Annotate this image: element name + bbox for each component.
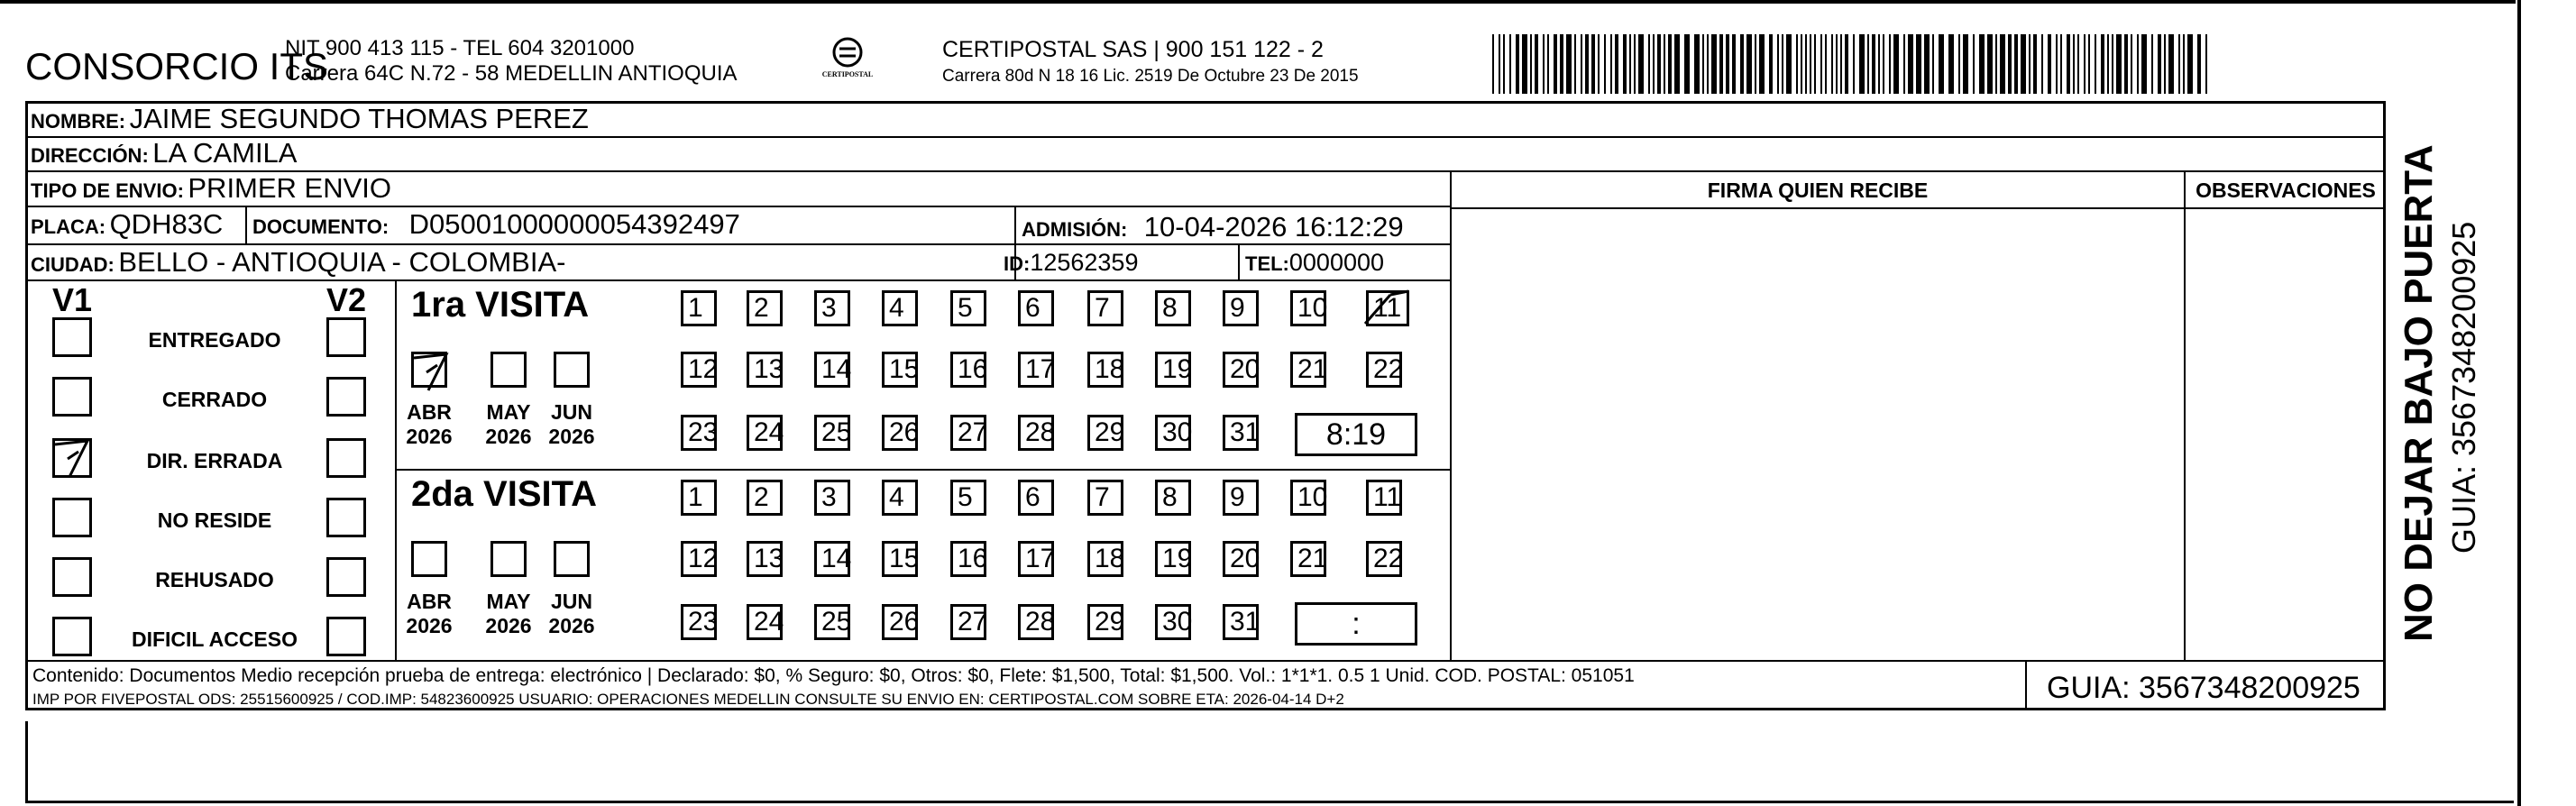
day-box[interactable]: 20 — [1223, 352, 1259, 388]
day-box[interactable]: 4 — [882, 290, 918, 326]
tipo-envio-label: TIPO DE ENVIO: — [31, 179, 184, 202]
status-label: NO RESIDE — [157, 508, 272, 532]
day-box[interactable]: 10 — [1290, 290, 1326, 326]
admision-value: 10-04-2026 16:12:29 — [1143, 211, 1404, 243]
company-info — [285, 36, 738, 87]
footer-divider — [25, 660, 2386, 662]
month-checkbox[interactable] — [554, 541, 590, 577]
barcode — [1492, 34, 2215, 94]
day-box[interactable]: 14 — [814, 541, 850, 577]
v1-label: V1 — [52, 281, 93, 318]
top-border — [0, 0, 2516, 4]
month-label — [477, 400, 540, 449]
status-label: REHUSADO — [155, 568, 274, 591]
placa-value: QDH83C — [109, 208, 224, 240]
month-year: 2026 — [548, 614, 595, 637]
status-v1-checkbox[interactable] — [52, 498, 92, 537]
nit-line: NIT 900 413 115 - TEL 604 3201000 — [285, 36, 635, 60]
month-name: ABR — [407, 590, 452, 613]
status-v2-checkbox[interactable] — [326, 557, 366, 597]
time-box[interactable]: 8:19 — [1295, 413, 1417, 456]
nombre-label: NOMBRE: — [31, 110, 126, 133]
visit-divider — [395, 469, 1450, 471]
day-box[interactable]: 9 — [1223, 290, 1259, 326]
day-box[interactable]: 2 — [747, 290, 783, 326]
footer-imp-line: IMP POR FIVEPOSTAL ODS: 25515600925 / COD.IMP: 54823600925 USUARIO: OPERACIONES MEDELLIN CONSULTE SU ENVIO EN: CERTIPOSTAL.COM SOBRE ETA: 2026-04-14 D+2 — [32, 691, 1344, 708]
month-year: 2026 — [406, 614, 453, 637]
left-stub-border — [25, 721, 28, 802]
observaciones-header: OBSERVACIONES — [2196, 179, 2376, 202]
placa-field — [31, 208, 223, 246]
month-year: 2026 — [485, 614, 532, 637]
certipostal-line1: CERTIPOSTAL SAS | 900 151 122 - 2 — [942, 37, 1324, 62]
time-box[interactable]: : — [1295, 602, 1417, 646]
direccion-row — [31, 137, 297, 175]
day-box[interactable]: 13 — [747, 541, 783, 577]
ciudad-label: CIUDAD: — [31, 253, 115, 276]
day-box[interactable]: 25 — [814, 604, 850, 640]
cell-divider — [1238, 243, 1240, 279]
status-divider — [395, 279, 397, 660]
day-box[interactable]: 3 — [814, 480, 850, 516]
nombre-row — [31, 103, 589, 141]
admision-label: ADMISIÓN: — [1022, 218, 1128, 241]
certipostal-line2: Carrera 80d N 18 16 Lic. 2519 De Octubre 23 De 2015 — [942, 67, 1359, 86]
day-box[interactable]: 2 — [747, 480, 783, 516]
day-box[interactable]: 12 — [681, 541, 717, 577]
status-v2-checkbox[interactable] — [326, 317, 366, 357]
status-v1-checkbox[interactable] — [52, 617, 92, 656]
direccion-value: LA CAMILA — [152, 137, 298, 169]
status-v1-checkbox[interactable] — [52, 377, 92, 417]
nombre-value: JAIME SEGUNDO THOMAS PEREZ — [129, 103, 589, 134]
month-label — [540, 590, 603, 638]
day-box[interactable]: 5 — [950, 480, 986, 516]
day-box[interactable]: 18 — [1087, 352, 1123, 388]
month-checkbox[interactable] — [411, 541, 447, 577]
id-value: 12562359 — [1030, 249, 1139, 276]
observaciones-area[interactable] — [2186, 209, 2386, 660]
footer-guia-divider — [2025, 660, 2027, 710]
documento-label: DOCUMENTO: — [252, 215, 390, 238]
day-box[interactable]: 4 — [882, 480, 918, 516]
id-label: ID: — [1004, 252, 1031, 275]
day-box[interactable]: 30 — [1155, 415, 1191, 451]
month-name: MAY — [486, 590, 531, 613]
firma-header: FIRMA QUIEN RECIBE — [1707, 179, 1929, 202]
month-checkbox[interactable] — [490, 541, 527, 577]
status-v2-checkbox[interactable] — [326, 438, 366, 478]
day-box[interactable]: 13 — [747, 352, 783, 388]
documento-value: D05001000000054392497 — [408, 208, 740, 240]
day-box[interactable]: 9 — [1223, 480, 1259, 516]
day-box[interactable]: 1 — [681, 480, 717, 516]
day-box[interactable]: 27 — [950, 415, 986, 451]
id-field — [1004, 246, 1138, 283]
day-box[interactable]: 26 — [882, 415, 918, 451]
day-box[interactable]: 28 — [1018, 415, 1054, 451]
admision-field — [1022, 211, 1404, 249]
month-year: 2026 — [406, 425, 453, 448]
side-guia: GUIA: 3567348200925 — [2445, 221, 2482, 554]
ciudad-row — [31, 246, 565, 284]
day-box[interactable]: 16 — [950, 541, 986, 577]
day-box[interactable]: 19 — [1155, 541, 1191, 577]
day-box[interactable]: 19 — [1155, 352, 1191, 388]
day-box[interactable]: 15 — [882, 541, 918, 577]
ciudad-value: BELLO - ANTIOQUIA - COLOMBIA- — [118, 246, 566, 278]
month-label — [398, 590, 461, 638]
status-v2-checkbox[interactable] — [326, 617, 366, 656]
month-label — [477, 590, 540, 638]
day-box[interactable]: 17 — [1018, 352, 1054, 388]
status-label: DIFICIL ACCESO — [131, 627, 298, 651]
footer-guia: GUIA: 3567348200925 — [2047, 671, 2361, 705]
month-year: 2026 — [548, 425, 595, 448]
day-box[interactable]: 20 — [1223, 541, 1259, 577]
status-v2-checkbox[interactable] — [326, 377, 366, 417]
day-box[interactable]: 11 — [1366, 290, 1409, 326]
month-checkbox[interactable] — [411, 352, 447, 388]
tipo-envio-value: PRIMER ENVIO — [188, 172, 392, 204]
day-box[interactable]: 6 — [1018, 290, 1054, 326]
v2-label: V2 — [326, 281, 367, 318]
status-label: DIR. ERRADA — [146, 449, 283, 472]
tipo-envio-row — [31, 172, 391, 210]
day-box[interactable]: 30 — [1155, 604, 1191, 640]
month-name: MAY — [486, 400, 531, 424]
direccion-label: DIRECCIÓN: — [31, 144, 149, 167]
no-dejar-bajo-puerta: NO DEJAR BAJO PUERTA — [2397, 144, 2441, 642]
day-box[interactable]: 28 — [1018, 604, 1054, 640]
first-visit-title: 1ra VISITA — [411, 285, 590, 325]
day-box[interactable]: 23 — [681, 415, 717, 451]
day-box[interactable]: 7 — [1087, 480, 1123, 516]
certipostal-info — [942, 36, 1359, 90]
bottom-border — [25, 801, 2514, 803]
day-box[interactable]: 8 — [1155, 480, 1191, 516]
day-box[interactable]: 22 — [1366, 541, 1402, 577]
day-box[interactable]: 26 — [882, 604, 918, 640]
day-box[interactable]: 17 — [1018, 541, 1054, 577]
month-name: ABR — [407, 400, 452, 424]
day-box[interactable]: 31 — [1223, 604, 1259, 640]
day-box[interactable]: 22 — [1366, 352, 1402, 388]
month-name: JUN — [550, 590, 592, 613]
month-year: 2026 — [485, 425, 532, 448]
day-box[interactable]: 8 — [1155, 290, 1191, 326]
day-box[interactable]: 25 — [814, 415, 850, 451]
signature-area[interactable] — [1452, 209, 2184, 660]
day-box[interactable]: 29 — [1087, 604, 1123, 640]
day-box[interactable]: 14 — [814, 352, 850, 388]
right-border — [2517, 0, 2521, 806]
day-box[interactable]: 16 — [950, 352, 986, 388]
day-box[interactable]: 24 — [747, 415, 783, 451]
second-visit-title: 2da VISITA — [411, 474, 597, 514]
month-checkbox[interactable] — [490, 352, 527, 388]
day-box[interactable]: 21 — [1290, 541, 1326, 577]
month-checkbox[interactable] — [554, 352, 590, 388]
day-box[interactable]: 6 — [1018, 480, 1054, 516]
tel-label: TEL: — [1245, 252, 1289, 275]
status-v1-checkbox[interactable] — [52, 438, 92, 478]
company-name: CONSORCIO ITS — [25, 45, 329, 87]
logo-text: CERTIPOSTAL — [821, 70, 874, 78]
month-label — [398, 400, 461, 449]
day-box[interactable]: 3 — [814, 290, 850, 326]
tel-field — [1245, 246, 1384, 283]
month-label — [540, 400, 603, 449]
day-box[interactable]: 10 — [1290, 480, 1326, 516]
status-v2-checkbox[interactable] — [326, 498, 366, 537]
day-box[interactable]: 23 — [681, 604, 717, 640]
status-label: ENTREGADO — [148, 328, 281, 352]
tel-value: 0000000 — [1288, 249, 1385, 276]
address-line: Carrera 64C N.72 - 58 MEDELLIN ANTIOQUIA — [285, 61, 738, 86]
status-label: CERRADO — [161, 388, 268, 411]
status-v1-checkbox[interactable] — [52, 317, 92, 357]
day-box[interactable]: 27 — [950, 604, 986, 640]
day-box[interactable]: 11 — [1366, 480, 1402, 516]
certipostal-logo-icon — [820, 36, 875, 90]
status-v1-checkbox[interactable] — [52, 557, 92, 597]
placa-label: PLACA: — [31, 215, 106, 238]
day-box[interactable]: 29 — [1087, 415, 1123, 451]
day-box[interactable]: 18 — [1087, 541, 1123, 577]
cell-divider — [245, 206, 247, 243]
footer-content-line: Contenido: Documentos Medio recepción prueba de entrega: electrónico | Declarado: $0, % Seguro: $0, Otros: $0, Flete: $1,500, Total: $1,500. Vol.: 1*1*1. 0.5 1 Unid. COD. POSTAL: 051051 — [32, 665, 1635, 686]
month-name: JUN — [550, 400, 592, 424]
day-box[interactable]: 31 — [1223, 415, 1259, 451]
day-box[interactable]: 7 — [1087, 290, 1123, 326]
day-box[interactable]: 1 — [681, 290, 717, 326]
day-box[interactable]: 24 — [747, 604, 783, 640]
day-box[interactable]: 15 — [882, 352, 918, 388]
day-box[interactable]: 21 — [1290, 352, 1326, 388]
day-box[interactable]: 5 — [950, 290, 986, 326]
documento-field — [252, 208, 740, 246]
day-box[interactable]: 12 — [681, 352, 717, 388]
